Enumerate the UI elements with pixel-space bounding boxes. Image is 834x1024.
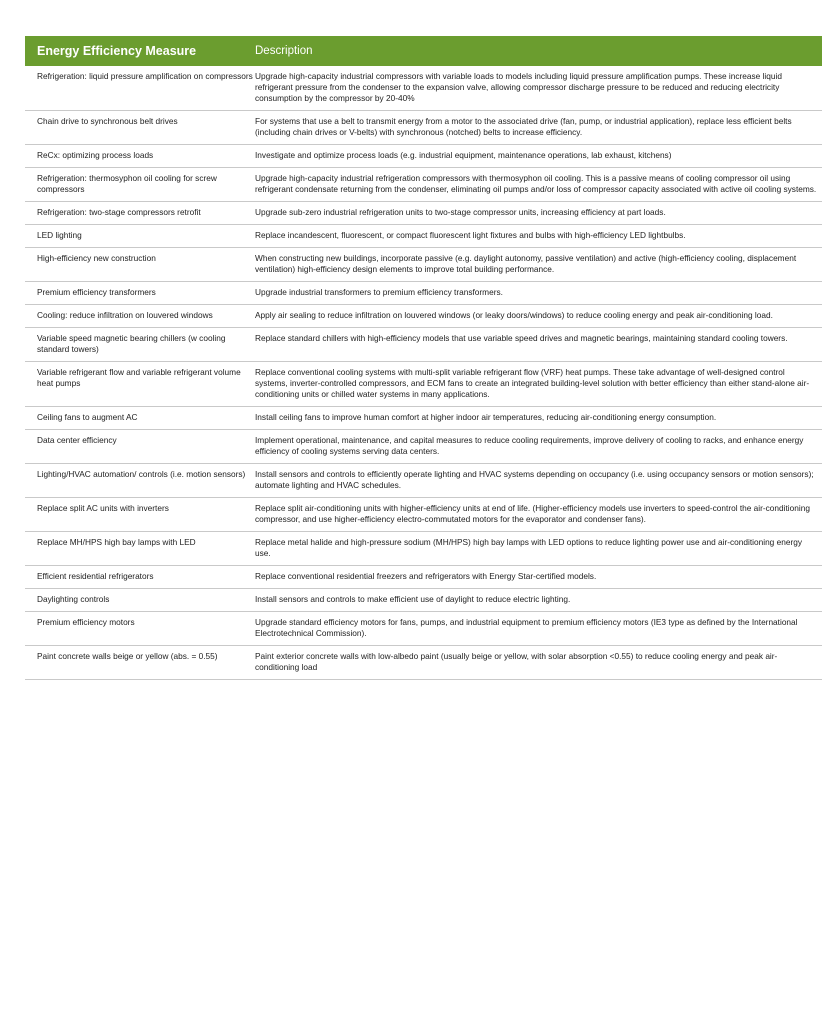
measure-cell: Refrigeration: thermosyphon oil cooling for screw compressors <box>25 168 253 202</box>
description-cell: Upgrade sub-zero industrial refrigeration units to two-stage compressor units, increasing efficiency at part loads. <box>253 202 822 225</box>
measure-cell: Efficient residential refrigerators <box>25 566 253 589</box>
table-row <box>25 646 822 680</box>
description-cell: Upgrade high-capacity industrial compressors with variable loads to models including liquid pressure amplification pumps. These increase liquid refrigerant pressure from the condenser to the expansion valve, allowing compressor discharge pressure to be reduced and reducing electricity consumption by the compressor by 20-40% <box>253 66 822 111</box>
table-row <box>25 145 822 168</box>
description-cell: Upgrade high-capacity industrial refrigeration compressors with thermosyphon oil cooling. This is a passive means of cooling compressor oil using refrigerant condensate returning from the condenser, eliminating oil pumps and/or loss of compressor capacity associated with active oil cooling systems. <box>253 168 822 202</box>
measure-cell: Chain drive to synchronous belt drives <box>25 111 253 145</box>
measure-cell: Replace split AC units with inverters <box>25 498 253 532</box>
table-row <box>25 66 822 111</box>
description-cell: Investigate and optimize process loads (e.g. industrial equipment, maintenance operations, lab exhaust, kitchens) <box>253 145 822 168</box>
table-row <box>25 464 822 498</box>
table-row <box>25 362 822 407</box>
measure-cell: Daylighting controls <box>25 589 253 612</box>
description-cell: Install sensors and controls to make efficient use of daylight to reduce electric lighting. <box>253 589 822 612</box>
measure-cell: Premium efficiency motors <box>25 612 253 646</box>
measure-cell: Refrigeration: liquid pressure amplification on compressors <box>25 66 253 111</box>
table-body <box>25 66 822 680</box>
measure-cell: Cooling: reduce infiltration on louvered windows <box>25 305 253 328</box>
table-row <box>25 407 822 430</box>
measure-cell: ReCx: optimizing process loads <box>25 145 253 168</box>
table-row <box>25 589 822 612</box>
table-row <box>25 498 822 532</box>
table-row <box>25 328 822 362</box>
table-row <box>25 612 822 646</box>
measure-cell: Variable refrigerant flow and variable refrigerant volume heat pumps <box>25 362 253 407</box>
description-cell: Replace metal halide and high-pressure sodium (MH/HPS) high bay lamps with LED options to reduce lighting power use and air-conditioning energy use. <box>253 532 822 566</box>
description-cell: Replace conventional cooling systems with multi-split variable refrigerant flow (VRF) heat pumps. These take advantage of well-designed control systems, inverter-controlled compressors, and ECM fans to create an integrated building-level solution with better efficiency than either stand-alone air-conditioning units or chilled water systems in many applications. <box>253 362 822 407</box>
table-row <box>25 566 822 589</box>
table-header <box>25 36 822 66</box>
table-row <box>25 248 822 282</box>
description-cell: Install sensors and controls to efficiently operate lighting and HVAC systems depending on occupancy (i.e. using occupancy sensors or motion sensors); automate lighting and HVAC schedules. <box>253 464 822 498</box>
measure-cell: Replace MH/HPS high bay lamps with LED <box>25 532 253 566</box>
table-row <box>25 111 822 145</box>
measure-cell: LED lighting <box>25 225 253 248</box>
description-cell: Implement operational, maintenance, and capital measures to reduce cooling requirements, improve delivery of cooling to racks, and enhance energy efficiency of cooling systems serving data centers. <box>253 430 822 464</box>
table-row <box>25 430 822 464</box>
description-cell: Replace incandescent, fluorescent, or compact fluorescent light fixtures and bulbs with high-efficiency LED lightbulbs. <box>253 225 822 248</box>
measure-cell: Refrigeration: two-stage compressors retrofit <box>25 202 253 225</box>
description-cell: Replace split air-conditioning units with higher-efficiency units at end of life. (Higher-efficiency models use inverters to speed-control the air-conditioning compressor, and use higher-efficiency electro-commutated motors for the evaporator and condenser fans). <box>253 498 822 532</box>
description-cell: Paint exterior concrete walls with low-albedo paint (usually beige or yellow, with solar absorption <0.55) to reduce cooling energy and peak air-conditioning load <box>253 646 822 680</box>
header-description: Description <box>253 36 822 66</box>
description-cell: Upgrade industrial transformers to premium efficiency transformers. <box>253 282 822 305</box>
table-row <box>25 282 822 305</box>
table-row <box>25 168 822 202</box>
measure-cell: Data center efficiency <box>25 430 253 464</box>
table-row <box>25 305 822 328</box>
description-cell: Replace conventional residential freezers and refrigerators with Energy Star-certified models. <box>253 566 822 589</box>
measure-cell: Paint concrete walls beige or yellow (abs. = 0.55) <box>25 646 253 680</box>
measure-cell: High-efficiency new construction <box>25 248 253 282</box>
measure-cell: Variable speed magnetic bearing chillers (w cooling standard towers) <box>25 328 253 362</box>
measure-cell: Premium efficiency transformers <box>25 282 253 305</box>
description-cell: Upgrade standard efficiency motors for fans, pumps, and industrial equipment to premium efficiency motors (IE3 type as defined by the International Electrotechnical Commission). <box>253 612 822 646</box>
header-measure: Energy Efficiency Measure <box>25 36 253 66</box>
table-row <box>25 202 822 225</box>
header-row <box>25 36 822 66</box>
measure-cell: Lighting/HVAC automation/ controls (i.e. motion sensors) <box>25 464 253 498</box>
measure-cell: Ceiling fans to augment AC <box>25 407 253 430</box>
description-cell: For systems that use a belt to transmit energy from a motor to the associated drive (fan, pump, or industrial application), replace less efficient belts (including chain drives or V-belts) with synchronous (notched) belts to increase efficiency. <box>253 111 822 145</box>
efficiency-measures-panel <box>25 36 822 680</box>
description-cell: Apply air sealing to reduce infiltration on louvered windows (or leaky doors/windows) to reduce cooling energy and peak air-conditioning load. <box>253 305 822 328</box>
description-cell: Install ceiling fans to improve human comfort at higher indoor air temperatures, reducing air-conditioning energy consumption. <box>253 407 822 430</box>
table-row <box>25 225 822 248</box>
description-cell: Replace standard chillers with high-efficiency models that use variable speed drives and magnetic bearings, maintaining standard cooling towers. <box>253 328 822 362</box>
efficiency-measures-table <box>25 36 822 680</box>
table-row <box>25 532 822 566</box>
description-cell: When constructing new buildings, incorporate passive (e.g. daylight autonomy, passive ventilation) and active (high-efficiency cooling, displacement ventilation) high-efficiency design elements to improve total building performance. <box>253 248 822 282</box>
